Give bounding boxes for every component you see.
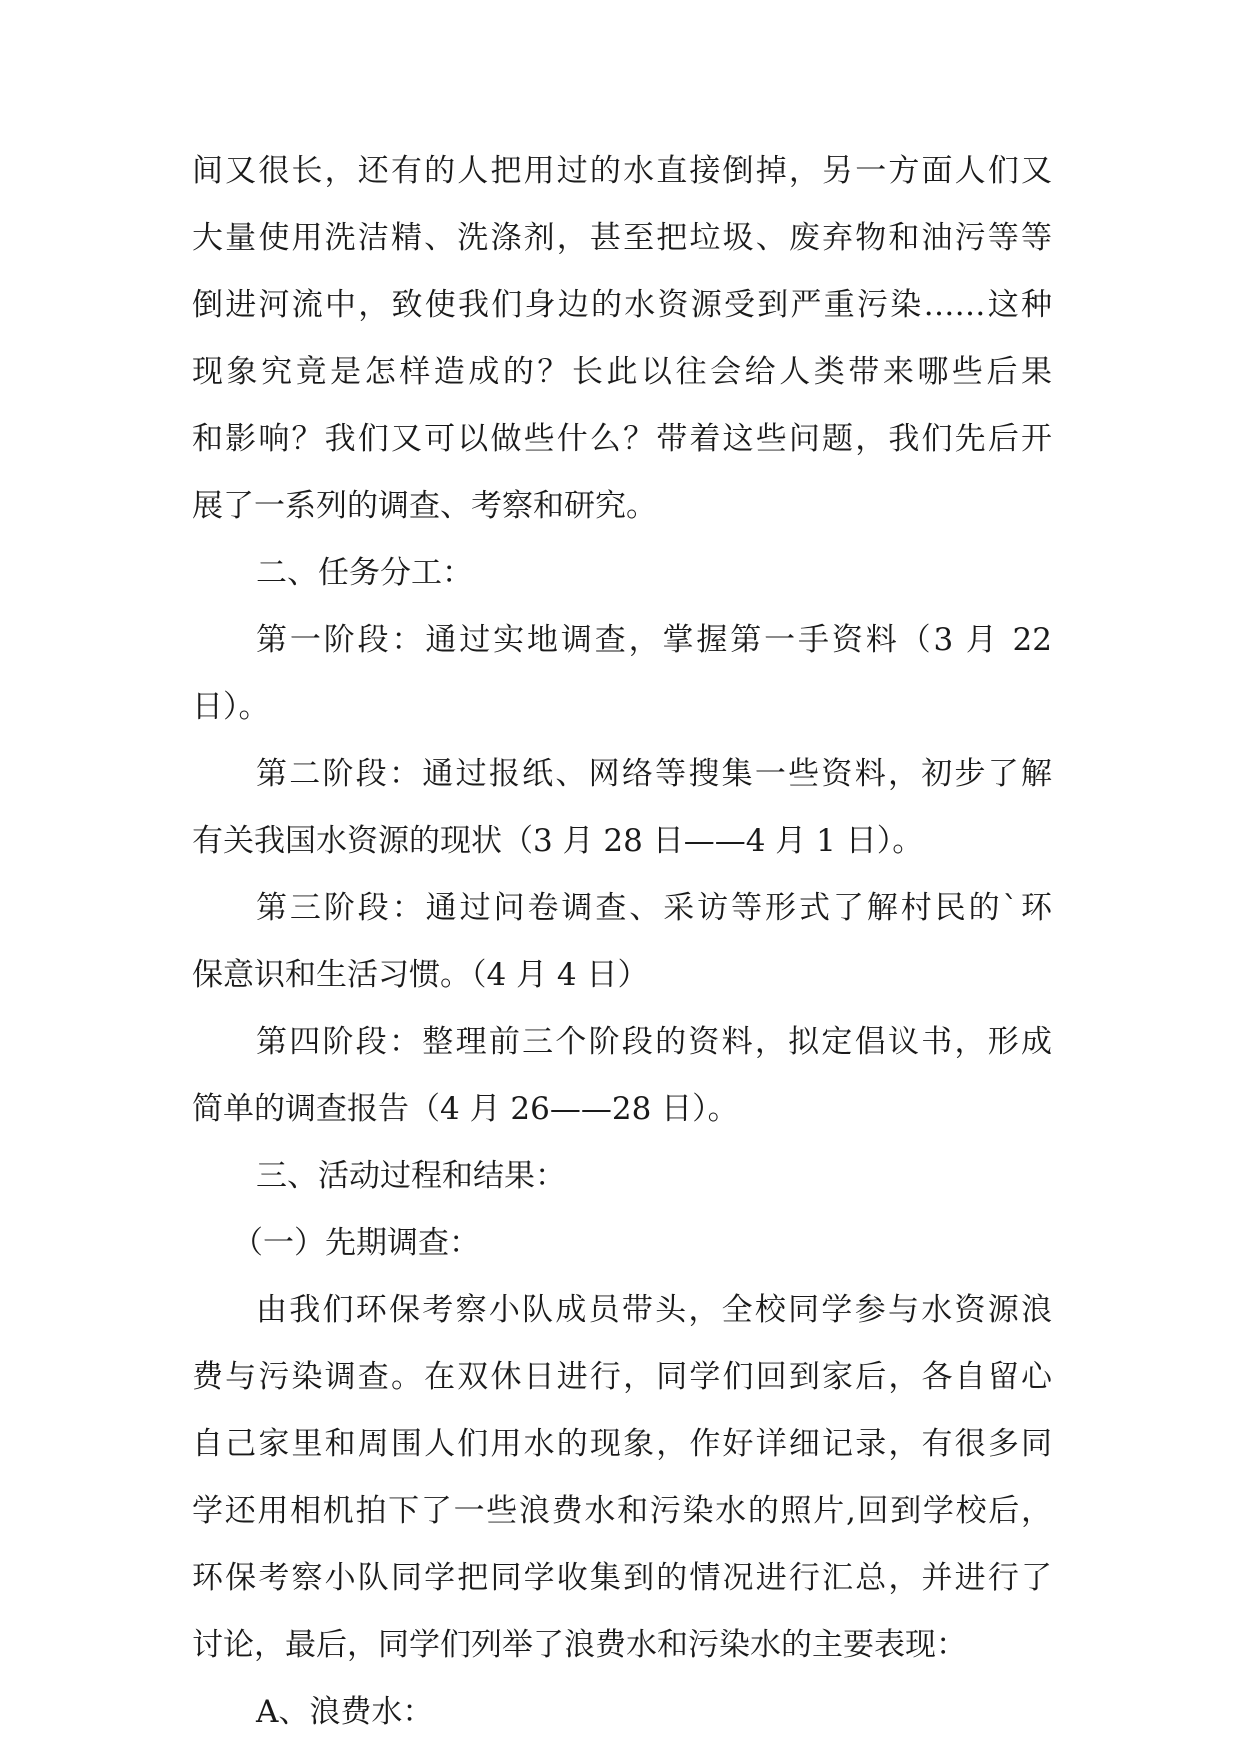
text-line: 大量使用洗洁精、洗涤剂，甚至把垃圾、废弃物和油污等等 — [192, 220, 1052, 256]
section-heading: 二、任务分工： — [256, 555, 473, 591]
document-body — [192, 138, 1052, 1746]
text-line: 展了一系列的调查、考察和研究。 — [192, 488, 657, 524]
text-line: 保意识和生活习惯。（4 月 4 日） — [192, 957, 649, 993]
text-line: 第四阶段：整理前三个阶段的资料，拟定倡议书，形成 — [256, 1024, 1052, 1060]
text-line: 简单的调查报告（4 月 26——28 日）。 — [192, 1091, 739, 1127]
text-line: 费与污染调查。在双休日进行，同学们回到家后，各自留心 — [192, 1359, 1052, 1395]
subsection-heading: （一）先期调查： — [232, 1225, 480, 1261]
text-line: 环保考察小队同学把同学收集到的情况进行汇总，并进行了 — [192, 1560, 1052, 1596]
text-line: 讨论，最后，同学们列举了浪费水和污染水的主要表现： — [192, 1627, 967, 1663]
text-line: 现象究竟是怎样造成的？长此以往会给人类带来哪些后果 — [192, 354, 1052, 390]
text-line: 日）。 — [192, 689, 270, 725]
text-line: 第二阶段：通过报纸、网络等搜集一些资料，初步了解 — [256, 756, 1052, 792]
text-line: 第三阶段：通过问卷调查、采访等形式了解村民的`环 — [256, 890, 1052, 926]
text-line: 和影响？我们又可以做些什么？带着这些问题，我们先后开 — [192, 421, 1052, 457]
text-line: 有关我国水资源的现状（3 月 28 日——4 月 1 日）。 — [192, 823, 924, 859]
section-heading: 三、活动过程和结果： — [256, 1158, 566, 1194]
text-line: 第一阶段：通过实地调查，掌握第一手资料（3 月 22 — [256, 622, 1052, 658]
text-line: 间又很长，还有的人把用过的水直接倒掉，另一方面人们又 — [192, 153, 1052, 189]
text-line: 自己家里和周围人们用水的现象，作好详细记录，有很多同 — [192, 1426, 1052, 1462]
list-heading: A、浪费水： — [256, 1694, 434, 1730]
text-line: 由我们环保考察小队成员带头，全校同学参与水资源浪 — [256, 1292, 1052, 1328]
text-line: 学还用相机拍下了一些浪费水和污染水的照片,回到学校后， — [192, 1493, 1052, 1529]
text-line: 倒进河流中，致使我们身边的水资源受到严重污染……这种 — [192, 287, 1052, 323]
